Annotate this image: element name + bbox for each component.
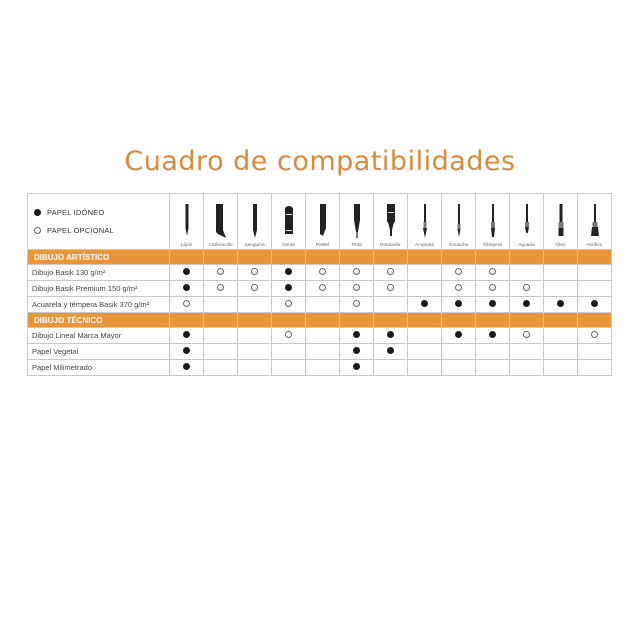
full-dot-icon: [489, 300, 496, 307]
empty-dot-icon: [217, 268, 224, 275]
compat-cell: [442, 328, 476, 344]
compat-cell: [306, 281, 340, 297]
compat-cell: [340, 344, 374, 360]
section-filler-cell: [204, 250, 238, 265]
compat-cell: [306, 297, 340, 313]
compat-cell: [510, 328, 544, 344]
empty-dot-icon: [455, 284, 462, 291]
compat-cell: [170, 265, 204, 281]
compat-cell: [340, 297, 374, 313]
empty-dot-icon: [523, 284, 530, 291]
compat-cell: [170, 328, 204, 344]
section-filler-cell: [306, 313, 340, 328]
compatibility-table: [27, 193, 612, 376]
compat-cell: [408, 297, 442, 313]
section-filler-cell: [340, 250, 374, 265]
compat-cell: [272, 344, 306, 360]
column-header-ink-pen: [340, 194, 374, 250]
compat-cell: [476, 297, 510, 313]
compat-cell: [272, 281, 306, 297]
compat-cell: [204, 344, 238, 360]
tool-label: Aguada: [518, 242, 535, 248]
compat-cell: [340, 281, 374, 297]
compat-cell: [204, 281, 238, 297]
section-filler-cell: [510, 250, 544, 265]
full-dot-icon: [34, 209, 41, 216]
section-filler-cell: [374, 313, 408, 328]
tool-label: Rotulador: [380, 242, 401, 248]
empty-dot-icon: [353, 268, 360, 275]
table-row: [28, 344, 612, 360]
full-dot-icon: [183, 284, 190, 291]
empty-dot-icon: [353, 284, 360, 291]
table-row: [28, 265, 612, 281]
section-filler-cell: [272, 313, 306, 328]
compat-cell: [374, 297, 408, 313]
tool-label: Óleo: [555, 242, 566, 248]
section-filler-cell: [442, 313, 476, 328]
section-filler-cell: [408, 313, 442, 328]
compat-cell: [170, 297, 204, 313]
compat-cell: [510, 344, 544, 360]
full-dot-icon: [285, 284, 292, 291]
full-dot-icon: [353, 363, 360, 370]
tool-label: Témpera: [482, 242, 503, 248]
gouache-brush-icon: [454, 204, 464, 240]
compat-cell: [476, 265, 510, 281]
tool-label: Pastel: [315, 242, 330, 248]
compat-cell: [476, 344, 510, 360]
compat-cell: [476, 360, 510, 376]
table-body: [28, 250, 612, 376]
full-dot-icon: [523, 300, 530, 307]
row-label: Dibujo Basik Premium 150 g/m²: [28, 281, 170, 297]
compat-cell: [306, 265, 340, 281]
charcoal-icon: [214, 204, 228, 240]
section-header-row: [28, 250, 612, 265]
compat-cell: [578, 360, 612, 376]
section-header-row: [28, 313, 612, 328]
compat-cell: [544, 344, 578, 360]
legend-optional-label: PAPEL OPCIONAL: [47, 226, 114, 235]
full-dot-icon: [183, 331, 190, 338]
compat-cell: [544, 360, 578, 376]
empty-dot-icon: [251, 268, 258, 275]
section-filler-cell: [578, 313, 612, 328]
column-header-acrylic-brush: [578, 194, 612, 250]
column-header-charcoal: [204, 194, 238, 250]
empty-dot-icon: [353, 300, 360, 307]
compat-cell: [374, 328, 408, 344]
empty-dot-icon: [319, 284, 326, 291]
compat-cell: [442, 297, 476, 313]
table-header-row: [28, 194, 612, 250]
empty-dot-icon: [319, 268, 326, 275]
full-dot-icon: [387, 331, 394, 338]
compat-cell: [306, 344, 340, 360]
full-dot-icon: [183, 363, 190, 370]
column-header-oil-brush: [544, 194, 578, 250]
compat-cell: [238, 297, 272, 313]
wash-brush-icon: [522, 204, 532, 240]
compat-cell: [408, 360, 442, 376]
full-dot-icon: [353, 347, 360, 354]
empty-dot-icon: [489, 284, 496, 291]
full-dot-icon: [285, 268, 292, 275]
compat-cell: [544, 297, 578, 313]
compat-cell: [544, 265, 578, 281]
compat-cell: [476, 281, 510, 297]
section-title: DIBUJO TÉCNICO: [28, 313, 170, 328]
compat-cell: [510, 265, 544, 281]
compat-cell: [238, 281, 272, 297]
legend: [28, 194, 170, 250]
section-filler-cell: [170, 313, 204, 328]
compat-cell: [408, 265, 442, 281]
full-dot-icon: [387, 347, 394, 354]
compat-cell: [442, 281, 476, 297]
table-row: [28, 297, 612, 313]
column-header-pastel: [306, 194, 340, 250]
full-dot-icon: [353, 331, 360, 338]
full-dot-icon: [557, 300, 564, 307]
compat-cell: [340, 265, 374, 281]
pastel-icon: [317, 204, 329, 240]
full-dot-icon: [591, 300, 598, 307]
compat-cell: [374, 265, 408, 281]
column-header-crayon: [272, 194, 306, 250]
oil-brush-icon: [555, 204, 567, 240]
compat-cell: [578, 297, 612, 313]
compat-cell: [238, 344, 272, 360]
empty-dot-icon: [591, 331, 598, 338]
column-header-wash-brush: [510, 194, 544, 250]
column-header-pencil: [170, 194, 204, 250]
watercolor-brush-icon: [420, 204, 430, 240]
compat-cell: [544, 281, 578, 297]
pencil-icon: [182, 204, 192, 240]
legend-ideal: [34, 208, 169, 217]
compat-cell: [476, 328, 510, 344]
full-dot-icon: [489, 331, 496, 338]
tool-label: Carboncillo: [208, 242, 233, 248]
compat-cell: [340, 360, 374, 376]
tool-label: Acuarela: [415, 242, 434, 248]
compat-cell: [272, 360, 306, 376]
compat-cell: [408, 344, 442, 360]
full-dot-icon: [183, 268, 190, 275]
column-header-gouache-brush: [442, 194, 476, 250]
compat-cell: [238, 328, 272, 344]
section-filler-cell: [578, 250, 612, 265]
section-filler-cell: [408, 250, 442, 265]
page-title: Cuadro de compatibilidades: [124, 146, 516, 177]
empty-dot-icon: [285, 331, 292, 338]
compat-cell: [442, 344, 476, 360]
tool-label: Sanguina: [244, 242, 265, 248]
section-filler-cell: [272, 250, 306, 265]
column-header-watercolor-brush: [408, 194, 442, 250]
tool-label: Ceras: [282, 242, 295, 248]
compat-cell: [170, 281, 204, 297]
compat-cell: [510, 360, 544, 376]
compat-cell: [306, 360, 340, 376]
tool-label: Tinta: [351, 242, 362, 248]
compat-cell: [170, 360, 204, 376]
compat-cell: [374, 281, 408, 297]
compat-cell: [272, 328, 306, 344]
compat-cell: [374, 344, 408, 360]
column-header-marker: [374, 194, 408, 250]
section-filler-cell: [238, 313, 272, 328]
column-header-sanguine: [238, 194, 272, 250]
section-filler-cell: [476, 313, 510, 328]
empty-dot-icon: [387, 284, 394, 291]
section-filler-cell: [238, 250, 272, 265]
compat-cell: [238, 360, 272, 376]
compat-cell: [204, 328, 238, 344]
compat-cell: [306, 328, 340, 344]
table-row: [28, 360, 612, 376]
compat-cell: [442, 265, 476, 281]
full-dot-icon: [183, 347, 190, 354]
section-filler-cell: [204, 313, 238, 328]
compat-cell: [544, 328, 578, 344]
row-label: Papel Milimetrado: [28, 360, 170, 376]
section-filler-cell: [306, 250, 340, 265]
compat-cell: [578, 281, 612, 297]
empty-dot-icon: [217, 284, 224, 291]
tempera-brush-icon: [488, 204, 498, 240]
compat-cell: [272, 297, 306, 313]
compat-cell: [578, 328, 612, 344]
crayon-icon: [283, 204, 295, 240]
empty-dot-icon: [523, 331, 530, 338]
row-label: Papel Vegetal: [28, 344, 170, 360]
section-filler-cell: [476, 250, 510, 265]
compat-cell: [238, 265, 272, 281]
column-header-tempera-brush: [476, 194, 510, 250]
section-filler-cell: [510, 313, 544, 328]
row-label: Acuarela y témpera Basik 370 g/m²: [28, 297, 170, 313]
compat-cell: [442, 360, 476, 376]
compat-cell: [204, 265, 238, 281]
legend-ideal-label: PAPEL IDÓNEO: [47, 208, 105, 217]
compat-cell: [408, 328, 442, 344]
section-filler-cell: [544, 250, 578, 265]
section-filler-cell: [170, 250, 204, 265]
compat-cell: [170, 344, 204, 360]
tool-label: Lápiz: [180, 242, 193, 248]
compat-cell: [204, 360, 238, 376]
compat-cell: [510, 281, 544, 297]
sanguine-icon: [250, 204, 260, 240]
section-filler-cell: [340, 313, 374, 328]
empty-dot-icon: [387, 268, 394, 275]
section-filler-cell: [374, 250, 408, 265]
empty-dot-icon: [285, 300, 292, 307]
row-label: Dibujo Basik 130 g/m²: [28, 265, 170, 281]
ink-pen-icon: [351, 204, 363, 240]
compat-cell: [272, 265, 306, 281]
marker-icon: [385, 204, 397, 240]
full-dot-icon: [455, 331, 462, 338]
compat-cell: [578, 344, 612, 360]
full-dot-icon: [455, 300, 462, 307]
section-title: DIBUJO ARTÍSTICO: [28, 250, 170, 265]
section-filler-cell: [442, 250, 476, 265]
compat-cell: [578, 265, 612, 281]
full-dot-icon: [421, 300, 428, 307]
compat-cell: [340, 328, 374, 344]
tool-label: Acrílico: [586, 242, 603, 248]
empty-dot-icon: [251, 284, 258, 291]
section-filler-cell: [544, 313, 578, 328]
compat-cell: [204, 297, 238, 313]
acrylic-brush-icon: [589, 204, 601, 240]
empty-dot-icon: [489, 268, 496, 275]
legend-optional: [34, 226, 169, 235]
tool-label: Gouache: [448, 242, 469, 248]
compat-cell: [374, 360, 408, 376]
table-row: [28, 281, 612, 297]
empty-dot-icon: [34, 227, 41, 234]
compat-cell: [510, 297, 544, 313]
empty-dot-icon: [455, 268, 462, 275]
compat-cell: [408, 281, 442, 297]
empty-dot-icon: [183, 300, 190, 307]
row-label: Dibujo Lineal Marca Mayor: [28, 328, 170, 344]
table-row: [28, 328, 612, 344]
